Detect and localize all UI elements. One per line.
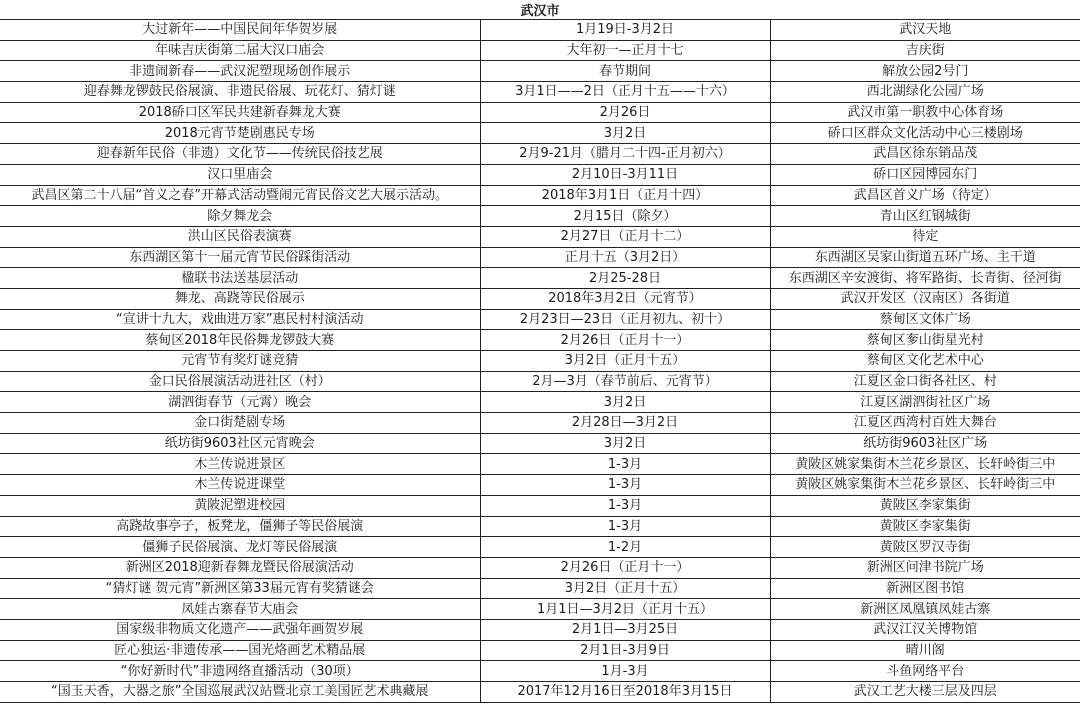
event-venue-cell: 西北湖绿化公园广场 [770,82,1080,103]
event-date-cell: 2月27日（正月十二） [480,226,770,247]
event-date-cell: 3月2日 [480,392,770,413]
event-name-cell: 非遗闹新春——武汉泥塑现场创作展示 [0,61,480,82]
table-row [0,495,1080,516]
event-name-cell: 金口街楚剧专场 [0,413,480,434]
event-name-cell: 木兰传说进课堂 [0,475,480,496]
event-venue-cell: 江夏区湖泗街社区广场 [770,392,1080,413]
event-name-cell: 黄陂泥塑进校园 [0,495,480,516]
event-venue-cell: 斗鱼网络平台 [770,661,1080,682]
event-date-cell: 1-3月 [480,495,770,516]
event-venue-cell: 待定 [770,226,1080,247]
event-name-cell: 大过新年——中国民间年华贺岁展 [0,20,480,41]
event-name-cell: 2018硚口区军民共建新春舞龙大赛 [0,102,480,123]
table-row [0,82,1080,103]
table-row [0,206,1080,227]
event-name-cell: 年味吉庆街第二届大汉口庙会 [0,40,480,61]
table-row [0,599,1080,620]
event-name-cell: 僵狮子民俗展演、龙灯等民俗展演 [0,537,480,558]
table-row [0,164,1080,185]
event-venue-cell: 黄陂区李家集街 [770,495,1080,516]
table-row [0,330,1080,351]
event-date-cell: 3月2日（正月十五） [480,578,770,599]
table-row [0,61,1080,82]
event-venue-cell: 硚口区园博园东门 [770,164,1080,185]
event-name-cell: “宣讲十九大，戏曲进万家”惠民村村演活动 [0,309,480,330]
event-venue-cell: 青山区红钢城街 [770,206,1080,227]
event-venue-cell: 新洲区问津书院广场 [770,557,1080,578]
table-row [0,247,1080,268]
event-name-cell: 楹联书法送基层活动 [0,268,480,289]
event-date-cell: 3月1日——2日（正月十五——十六） [480,82,770,103]
event-name-cell: 东西湖区第十一届元宵节民俗踩街活动 [0,247,480,268]
event-name-cell: 汉口里庙会 [0,164,480,185]
table-row [0,578,1080,599]
event-venue-cell: 黄陂区姚家集街木兰花乡景区、长轩岭街三中 [770,454,1080,475]
event-name-cell: 纸坊街9603社区元宵晚会 [0,433,480,454]
event-venue-cell: 蔡甸区文化艺术中心 [770,351,1080,372]
event-date-cell: 3月2日 [480,433,770,454]
event-venue-cell: 江夏区西湾村百姓大舞台 [770,413,1080,434]
event-venue-cell: 东西湖区辛安渡街、将军路街、长青街、径河街 [770,268,1080,289]
event-name-cell: 武昌区第二十八届“首义之春”开幕式活动暨闹元宵民俗文艺大展示活动。 [0,185,480,206]
event-venue-cell: 蔡甸区奓山街星光村 [770,330,1080,351]
event-venue-cell: 吉庆街 [770,40,1080,61]
event-date-cell: 2月26日 [480,102,770,123]
event-date-cell: 1-3月 [480,475,770,496]
event-date-cell: 2018年3月1日（正月十四） [480,185,770,206]
event-venue-cell: 武汉江汉关博物馆 [770,619,1080,640]
table-row [0,102,1080,123]
event-date-cell: 2月9-21月（腊月二十四-正月初六） [480,144,770,165]
event-date-cell: 2月1日-3月9日 [480,640,770,661]
event-date-cell: 3月2日（正月十五） [480,351,770,372]
table-row [0,619,1080,640]
event-name-cell: 元宵节有奖灯谜竞猜 [0,351,480,372]
event-venue-cell: 黄陂区姚家集街木兰花乡景区、长轩岭街三中 [770,475,1080,496]
event-venue-cell: 武汉市第一职教中心体育场 [770,102,1080,123]
event-name-cell: 2018元宵节楚剧惠民专场 [0,123,480,144]
event-venue-cell: 纸坊街9603社区广场 [770,433,1080,454]
event-date-cell: 2月—3月（春节前后、元宵节） [480,371,770,392]
table-body [0,20,1080,703]
event-date-cell: 2月28日—3月2日 [480,413,770,434]
event-date-cell: 春节期间 [480,61,770,82]
table-row [0,454,1080,475]
event-date-cell: 3月2日 [480,123,770,144]
event-name-cell: 新洲区2018迎新春舞龙暨民俗展演活动 [0,557,480,578]
event-date-cell: 1-3月 [480,454,770,475]
event-venue-cell: 新洲区图书馆 [770,578,1080,599]
event-name-cell: 蔡甸区2018年民俗舞龙锣鼓大赛 [0,330,480,351]
event-date-cell: 2月25-28日 [480,268,770,289]
event-venue-cell: 武汉开发区（汉南区）各街道 [770,288,1080,309]
table-row [0,371,1080,392]
event-date-cell: 2月10日-3月11日 [480,164,770,185]
table-row [0,413,1080,434]
event-name-cell: 金口民俗展演活动进社区（村） [0,371,480,392]
event-venue-cell: 晴川阁 [770,640,1080,661]
event-date-cell: 1月1日—3月2日（正月十五） [480,599,770,620]
table-row [0,144,1080,165]
event-date-cell: 2月1日—3月25日 [480,619,770,640]
event-name-cell: 木兰传说进景区 [0,454,480,475]
event-venue-cell: 武汉工艺大楼三层及四层 [770,682,1080,703]
event-name-cell: 匠心独运·非遗传承——国光烙画艺术精品展 [0,640,480,661]
event-name-cell: 湖泗街春节（元霄）晚会 [0,392,480,413]
event-date-cell: 2月26日（正月十一） [480,330,770,351]
event-name-cell: 除夕舞龙会 [0,206,480,227]
event-venue-cell: 江夏区金口街各社区、村 [770,371,1080,392]
table-row [0,392,1080,413]
event-date-cell: 2017年12月16日至2018年3月15日 [480,682,770,703]
table-row [0,475,1080,496]
table-title: 武汉市 [0,0,1080,20]
event-name-cell: 舞龙、高跷等民俗展示 [0,288,480,309]
table-row [0,40,1080,61]
table-row [0,640,1080,661]
event-venue-cell: 黄陂区罗汉寺街 [770,537,1080,558]
event-name-cell: “猜灯谜 贺元宵”新洲区第33届元宵有奖猜谜会 [0,578,480,599]
event-name-cell: “你好新时代”非遗网络直播活动（30项） [0,661,480,682]
table-row [0,309,1080,330]
event-date-cell: 1月19日-3月2日 [480,20,770,41]
event-venue-cell: 黄陂区李家集街 [770,516,1080,537]
event-venue-cell: 硚口区群众文化活动中心三楼剧场 [770,123,1080,144]
table-title-row [0,0,1080,20]
event-venue-cell: 武昌区首义广场（待定） [770,185,1080,206]
event-date-cell: 正月十五（3月2日） [480,247,770,268]
event-venue-cell: 蔡甸区文体广场 [770,309,1080,330]
table-row [0,226,1080,247]
event-date-cell: 2018年3月2日（元宵节） [480,288,770,309]
table-row [0,537,1080,558]
event-name-cell: 洪山区民俗表演赛 [0,226,480,247]
event-name-cell: 迎春新年民俗（非遗）文化节——传统民俗技艺展 [0,144,480,165]
event-venue-cell: 解放公园2号门 [770,61,1080,82]
table-row [0,351,1080,372]
event-name-cell: “国玉天香，大器之旅”全国巡展武汉站暨北京工美国匠艺术典藏展 [0,682,480,703]
table-row [0,661,1080,682]
table-row [0,288,1080,309]
table-row [0,433,1080,454]
table-row [0,185,1080,206]
table-row [0,682,1080,703]
event-date-cell: 1-2月 [480,537,770,558]
event-name-cell: 迎春舞龙锣鼓民俗展演、非遗民俗展、玩花灯、猜灯谜 [0,82,480,103]
table-row [0,123,1080,144]
table-row [0,557,1080,578]
event-date-cell: 2月26日（正月十一） [480,557,770,578]
event-venue-cell: 新洲区凤凰镇凤娃古寨 [770,599,1080,620]
event-venue-cell: 武汉天地 [770,20,1080,41]
table-row [0,516,1080,537]
event-date-cell: 2月23日—23日（正月初九、初十） [480,309,770,330]
event-date-cell: 2月15日（除夕） [480,206,770,227]
table-row [0,268,1080,289]
event-venue-cell: 东西湖区吴家山街道五环广场、主干道 [770,247,1080,268]
table-row [0,20,1080,41]
event-name-cell: 国家级非物质文化遗产——武强年画贺岁展 [0,619,480,640]
event-date-cell: 1-3月 [480,516,770,537]
event-date-cell: 1月-3月 [480,661,770,682]
event-venue-cell: 武昌区徐东销品茂 [770,144,1080,165]
event-date-cell: 大年初一—正月十七 [480,40,770,61]
event-name-cell: 高跷故事亭子，板凳龙，僵狮子等民俗展演 [0,516,480,537]
event-name-cell: 凤娃古寨春节大庙会 [0,599,480,620]
